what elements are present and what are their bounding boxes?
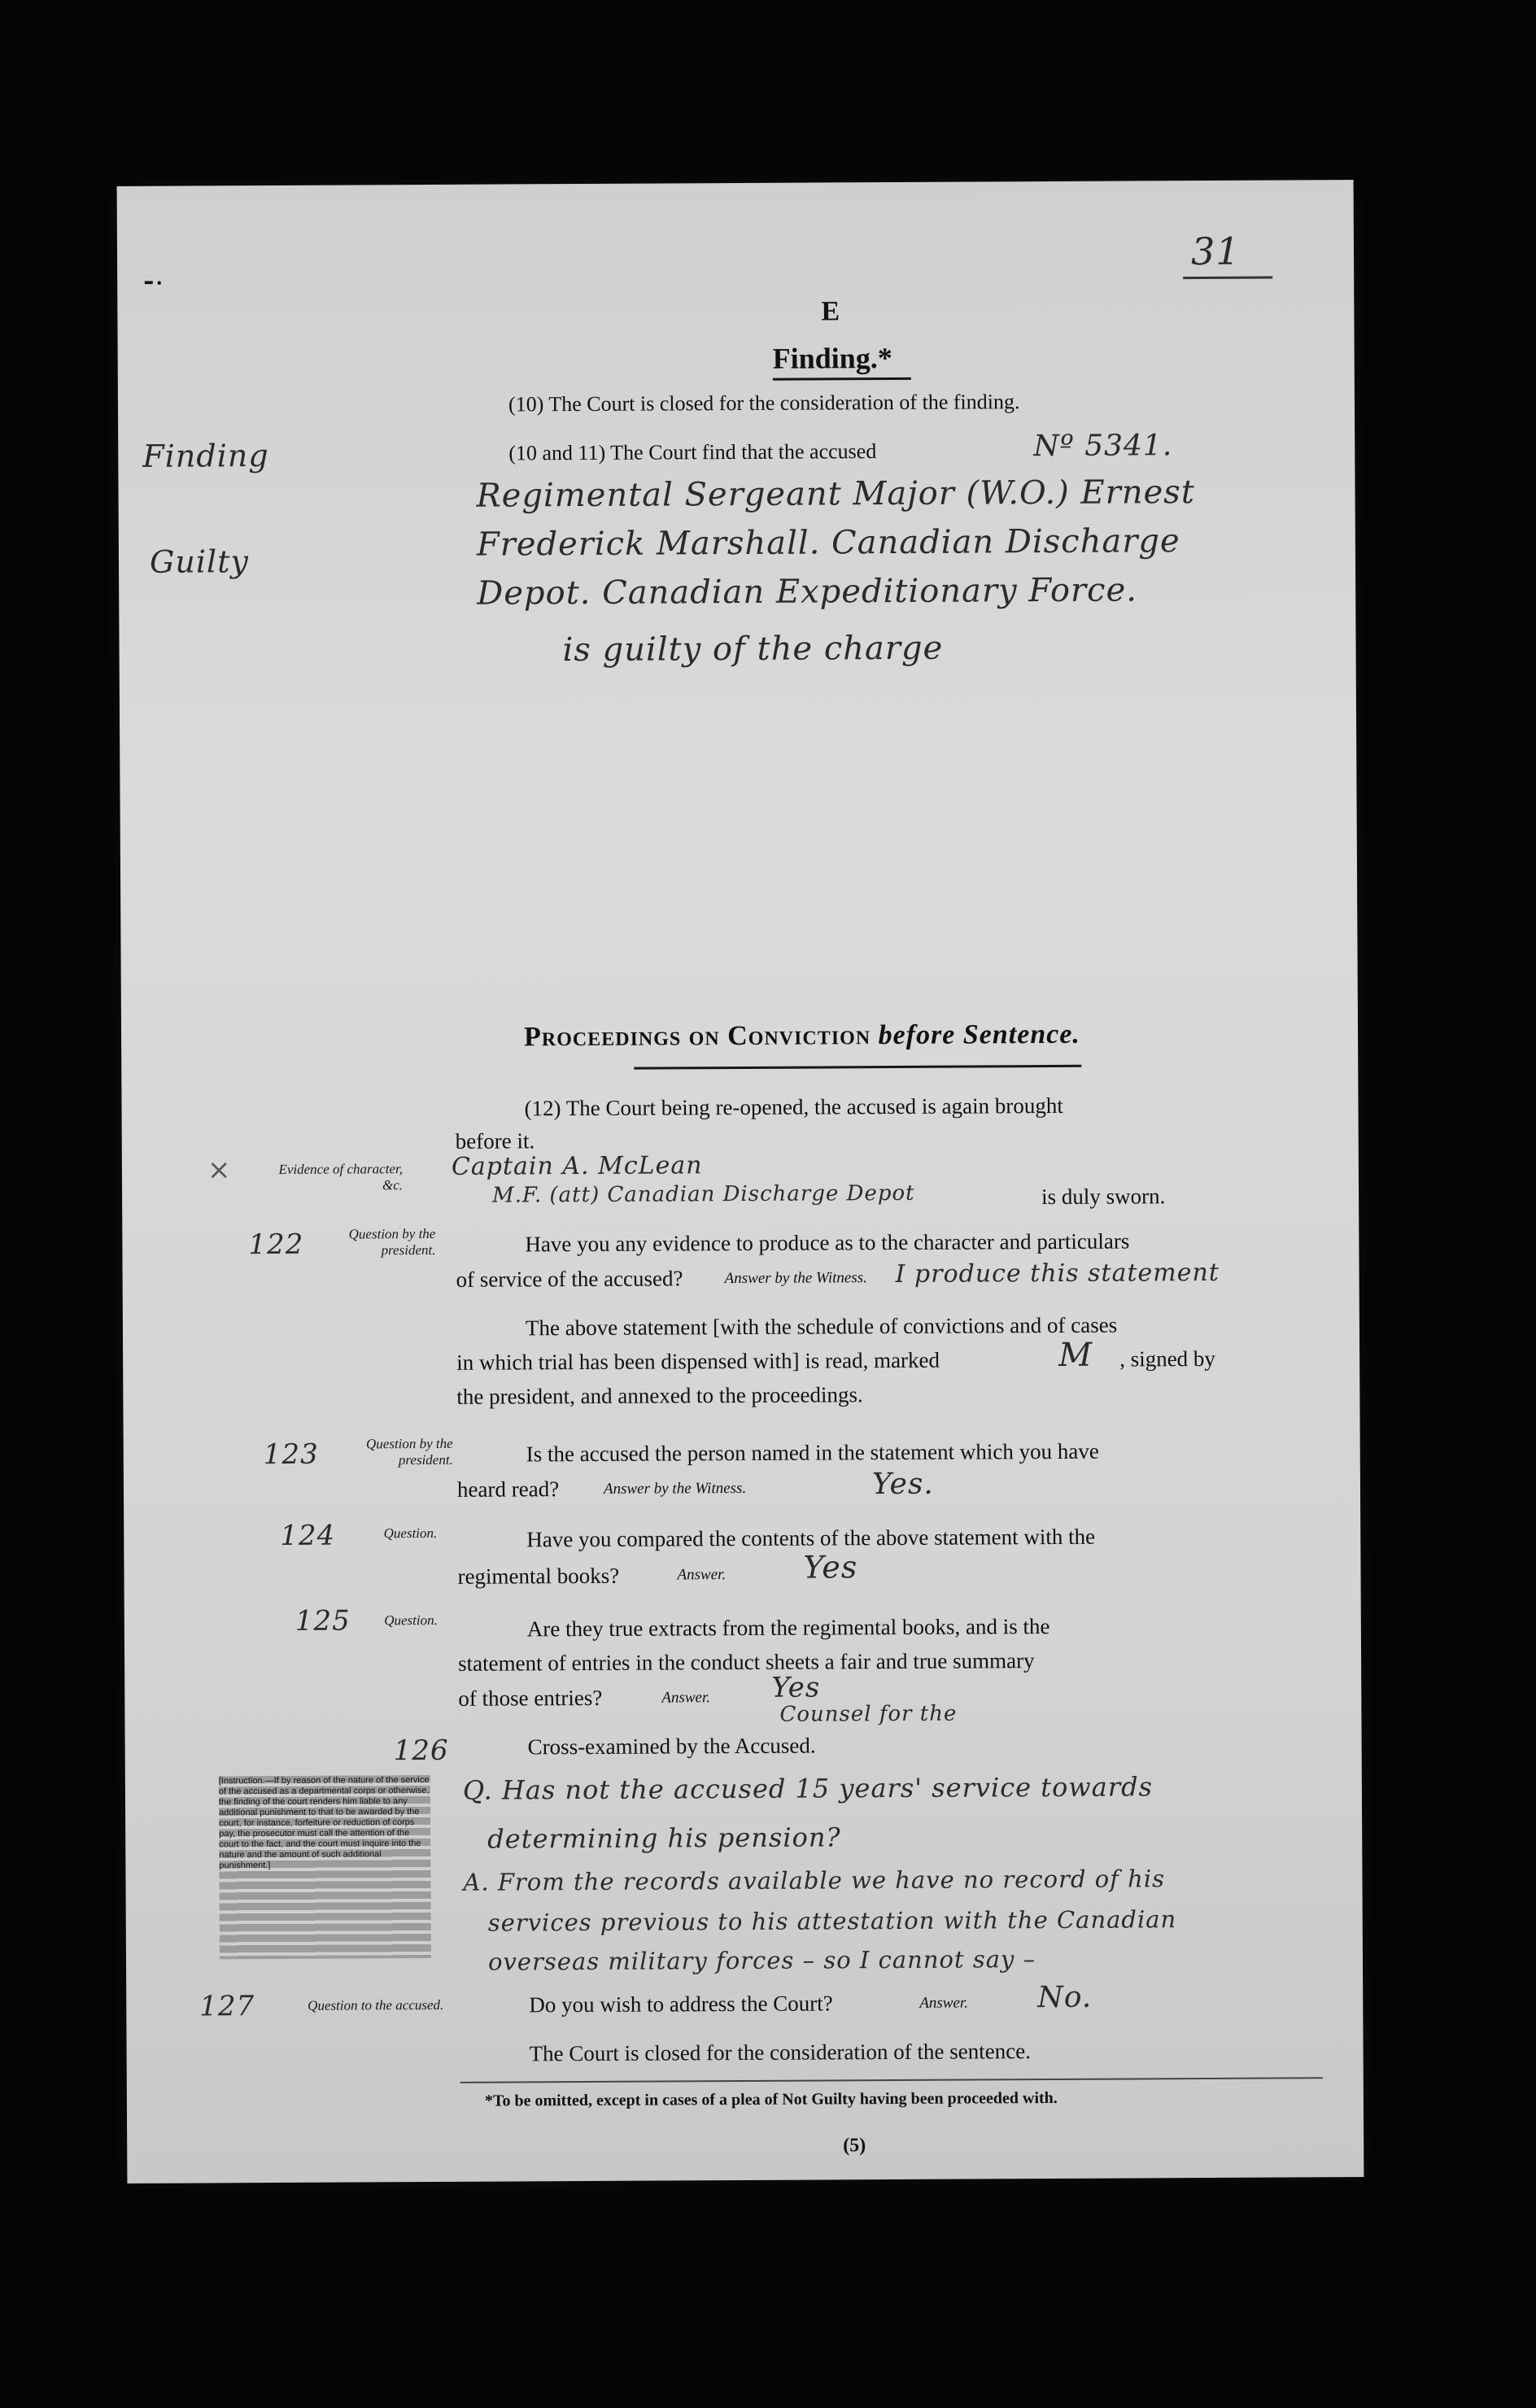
statement-line-1: The above statement [with the schedule of convictions and of cases xyxy=(525,1312,1118,1341)
folio-underline xyxy=(1183,277,1272,280)
q124-number: 124 xyxy=(280,1519,336,1552)
q125-text-3: of those entries? xyxy=(458,1685,603,1711)
q123-text-1: Is the accused the person named in the statement which you have xyxy=(526,1438,1099,1467)
q126-answer-2: services previous to his attestation with the Canadian xyxy=(487,1905,1177,1937)
q125-answer-label: Answer. xyxy=(661,1689,711,1707)
para-10-11: (10 and 11) The Court find that the accused xyxy=(508,439,877,465)
q122-text-2: of service of the accused? xyxy=(456,1266,683,1292)
q124-text-1: Have you compared the contents of the above statement with the xyxy=(526,1524,1096,1552)
proceedings-heading xyxy=(524,1019,1080,1054)
stray-ink-mark: ⁃⸱ xyxy=(142,268,164,299)
folio-number: 31 xyxy=(1190,229,1241,274)
q122-label: Question by the president. xyxy=(348,1225,436,1259)
q124-text-2: regimental books? xyxy=(457,1563,620,1589)
accused-line-3: Depot. Canadian Expeditionary Force. xyxy=(477,571,1138,613)
duly-sworn: is duly sworn. xyxy=(1041,1184,1166,1210)
statement-line-3: the president, and annexed to the proceedings. xyxy=(456,1382,863,1409)
q125-text-2: statement of entries in the conduct sheets a fair and true summary xyxy=(458,1648,1035,1676)
accused-line-1: Regimental Sergeant Major (W.O.) Ernest xyxy=(476,473,1195,515)
finding-title-underline xyxy=(773,377,911,381)
page-number: (5) xyxy=(843,2135,866,2157)
q125-answer: Yes xyxy=(771,1671,821,1704)
q124-label: Question. xyxy=(383,1525,438,1542)
evidence-label: Evidence of character, &c. xyxy=(278,1161,404,1193)
q123-text-2: heard read? xyxy=(456,1477,560,1502)
document-page xyxy=(117,180,1364,2183)
statement-line-2: in which trial has been dispensed with] is read, marked xyxy=(456,1347,940,1375)
margin-cross-mark: × xyxy=(207,1154,232,1187)
section-letter: E xyxy=(821,296,840,327)
instruction-block: [Instruction.—If by reason of the nature of the service of the accused as a departmental corps or otherwise, the finding of the court renders him liable to any additional punishment to that to be awarded by the court, for instance, forfeiture or reduction of corps pay, the prosecutor must call the attention of the court to the fact, and the court must inquire into the nature and the amount of such additional punishment.] xyxy=(219,1775,431,1959)
court-closed-sentence: The Court is closed for the consideration of the sentence. xyxy=(529,2039,1031,2066)
q123-answer: Yes. xyxy=(871,1467,934,1502)
para-12: (12) The Court being re-opened, the accused is again brought xyxy=(524,1093,1063,1121)
q127-answer-label: Answer. xyxy=(919,1994,969,2012)
margin-finding: Finding xyxy=(142,438,269,474)
footnote-rule xyxy=(460,2077,1323,2083)
q126-question: Q. Has not the accused 15 years' service towards xyxy=(462,1771,1154,1806)
statement-mark: M xyxy=(1058,1336,1093,1374)
q126-number: 126 xyxy=(393,1734,449,1768)
statement-line-2b: , signed by xyxy=(1119,1346,1215,1372)
proceedings-underline xyxy=(634,1065,1081,1070)
proceedings-heading-text: Proceedings on Conviction xyxy=(523,1020,871,1053)
accused-number: Nº 5341. xyxy=(1033,429,1173,464)
q127-number: 127 xyxy=(199,1990,255,2023)
cross-examined: Cross-examined by the Accused. xyxy=(527,1733,816,1760)
witness-name: Captain A. McLean xyxy=(451,1151,703,1181)
margin-guilty: Guilty xyxy=(149,543,249,580)
q122-answer: I produce this statement xyxy=(895,1258,1220,1289)
footnote: *To be omitted, except in cases of a plea of Not Guilty having been proceeded with. xyxy=(484,2088,1058,2110)
q127-label: Question to the accused. xyxy=(308,1996,444,2013)
q122-text-1: Have you any evidence to produce as to the character and particulars xyxy=(525,1228,1130,1257)
q122-answer-label: Answer by the Witness. xyxy=(724,1269,867,1288)
q122-number: 122 xyxy=(248,1228,304,1262)
q123-answer-label: Answer by the Witness. xyxy=(603,1479,747,1498)
q127-text: Do you wish to address the Court? xyxy=(529,1991,833,2018)
witness-unit: M.F. (att) Canadian Discharge Depot xyxy=(492,1180,915,1208)
q125-label: Question. xyxy=(384,1612,438,1629)
q124-answer: Yes xyxy=(803,1549,858,1586)
q126-answer-3: overseas military forces – so I cannot say – xyxy=(487,1945,1036,1976)
q124-answer-label: Answer. xyxy=(677,1566,727,1584)
proceedings-heading-italic: before Sentence. xyxy=(878,1019,1080,1051)
para-10: (10) The Court is closed for the consideration of the finding. xyxy=(508,390,1020,417)
finding-title: Finding.* xyxy=(772,342,892,375)
q125-number: 125 xyxy=(295,1604,351,1638)
q126-question-2: determining his pension? xyxy=(487,1821,841,1855)
q125-text-1: Are they true extracts from the regimental books, and is the xyxy=(526,1614,1050,1642)
q126-answer: A. From the records available we have no record of his xyxy=(463,1865,1166,1896)
q123-label: Question by the president. xyxy=(365,1435,453,1468)
para-12-cont: before it. xyxy=(455,1128,535,1154)
cross-hand-note: Counsel for the xyxy=(779,1701,958,1727)
verdict-line: is guilty of the charge xyxy=(562,629,944,670)
accused-line-2: Frederick Marshall. Canadian Discharge xyxy=(476,522,1180,564)
q123-number: 123 xyxy=(263,1437,319,1472)
q127-answer: No. xyxy=(1037,1980,1093,2015)
